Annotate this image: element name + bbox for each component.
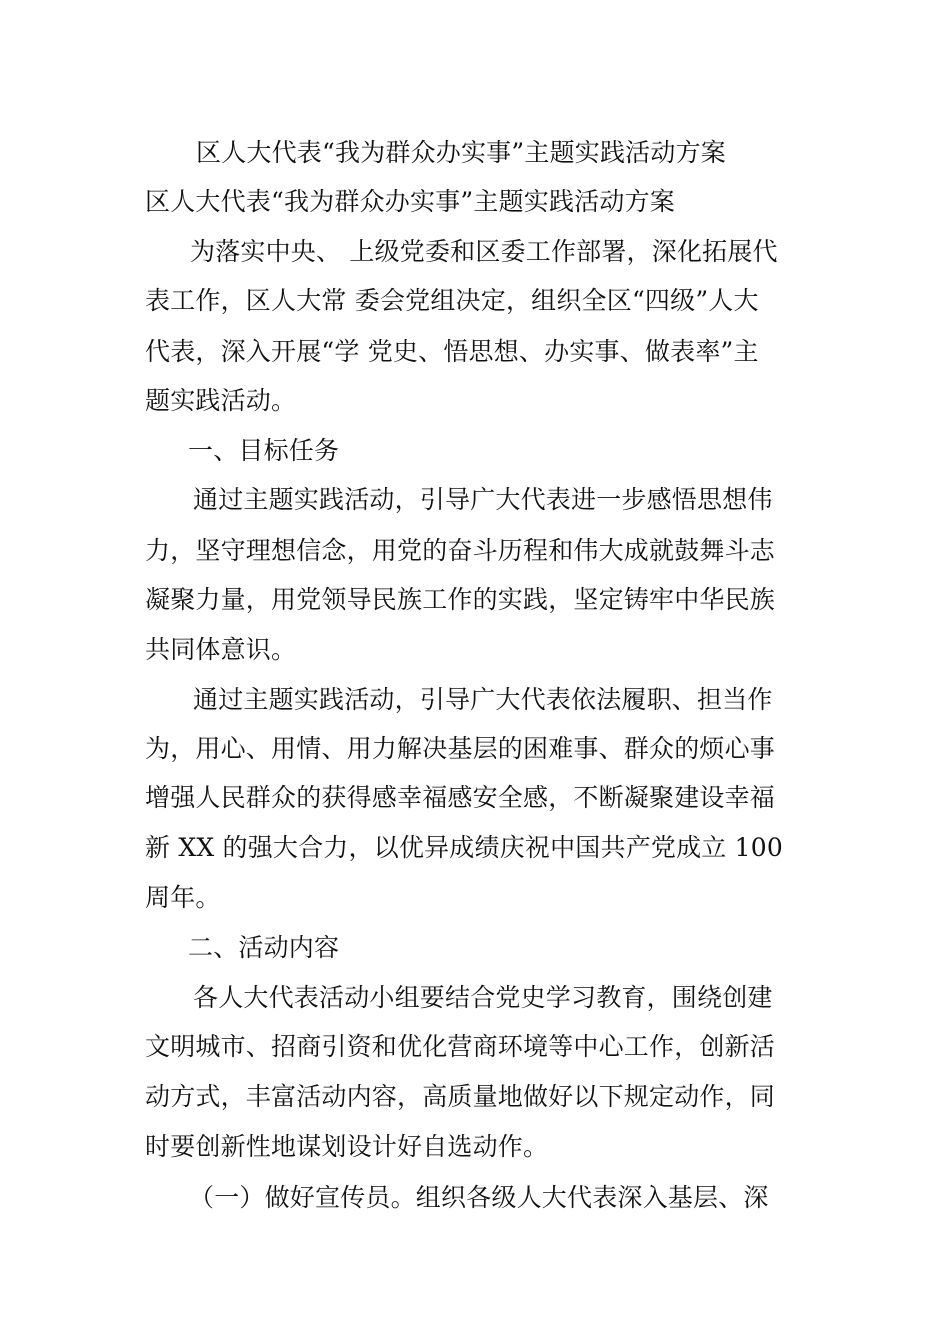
paragraph-line: 为落实中央、 上级党委和区委工作部署，深化拓展代	[190, 237, 778, 266]
paragraph-line: 力，坚守理想信念，用党的奋斗历程和伟大成就鼓舞斗志	[145, 536, 776, 565]
paragraph-line: 通过主题实践活动，引导广大代表进一步感悟思想伟	[193, 485, 773, 514]
paragraph-line: 共同体意识。	[145, 635, 297, 664]
paragraph-line: 表工作，区人大常 委会党组决定，组织全区“四级”人大	[145, 286, 759, 315]
paragraph-line: 动方式，丰富活动内容，高质量地做好以下规定动作，同	[145, 1082, 776, 1111]
paragraph-line: 凝聚力量，用党领导民族工作的实践，坚定铸牢中华民族	[145, 585, 776, 614]
subsection-line: （一）做好宣传员。组织各级人大代表深入基层、深	[189, 1183, 769, 1212]
document-title: 区人大代表“我为群众办实事”主题实践活动方案	[196, 138, 726, 167]
section-heading: 二、活动内容	[188, 933, 340, 962]
section-heading: 一、目标任务	[188, 436, 340, 465]
paragraph-line: 通过主题实践活动，引导广大代表依法履职、担当作	[193, 685, 773, 714]
paragraph-line: 为，用心、用情、用力解决基层的困难事、群众的烦心事	[145, 734, 776, 763]
paragraph-line: 各人大代表活动小组要结合党史学习教育，围绕创建	[193, 983, 773, 1012]
paragraph-line: 时要创新性地谋划设计好自选动作。	[145, 1132, 549, 1161]
paragraph-line: 文明城市、招商引资和优化营商环境等中心工作，创新活	[145, 1032, 776, 1061]
document-subtitle: 区人大代表“我为群众办实事”主题实践活动方案	[145, 187, 675, 216]
paragraph-line: 代表，深入开展“学 党史、悟思想、办实事、做表率”主	[145, 337, 759, 366]
paragraph-line: 周年。	[145, 883, 221, 912]
paragraph-line: 题实践活动。	[145, 386, 297, 415]
paragraph-line: 增强人民群众的获得感幸福感安全感，不断凝聚建设幸福	[145, 783, 776, 812]
paragraph-line: 新 XX 的强大合力，以优异成绩庆祝中国共产党成立 100	[145, 833, 783, 862]
